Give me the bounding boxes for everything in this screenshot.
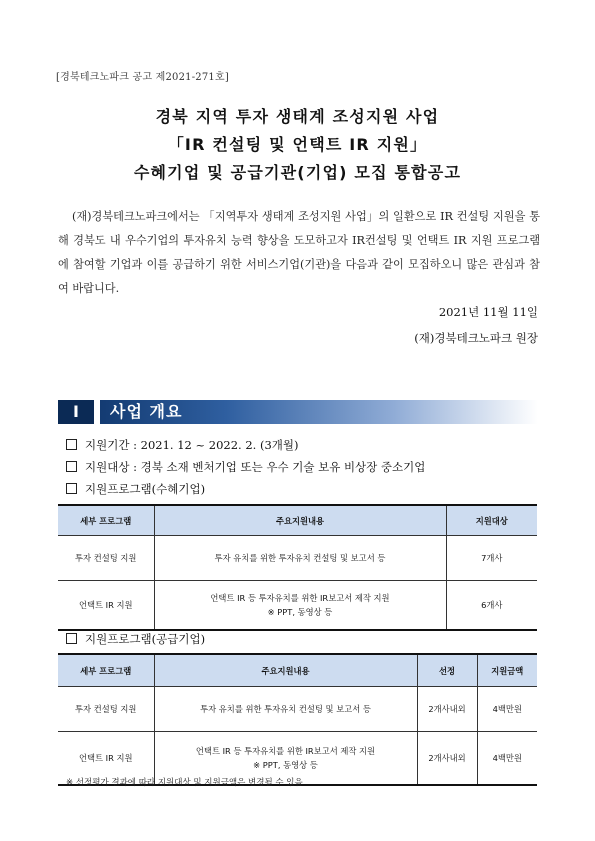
target-cell: 6개사 [446,581,537,631]
table-row [58,687,537,732]
checkbox-square-icon [66,461,77,472]
content-line: 언택트 IR 등 투자유치를 위한 IR보고서 제작 지원 [195,746,376,756]
column-header: 선정 [417,654,477,687]
item-program-supplier [66,631,205,647]
supplier-program-table [58,653,537,786]
title-line-1: 경북 지역 투자 생태계 조성지원 사업 [155,107,440,126]
item-period-text: 지원기간 : 2021. 12 ~ 2022. 2. (3개월) [85,438,299,452]
checkbox-square-icon [66,483,77,494]
table-header-row [58,654,537,687]
content-cell [154,581,446,631]
column-header: 지원금액 [477,654,537,687]
footnote: ※ 선정평가 결과에 따라 지원대상 및 지원금액은 변경될 수 있음 [66,778,303,788]
beneficiary-program-table [58,504,537,631]
amount-cell: 4백만원 [477,732,537,786]
title-line-2: 「IR 컨설팅 및 언택트 IR 지원」 [167,135,428,154]
intro-paragraph: (재)경북테크노파크에서는 「지역투자 생태계 조성지원 사업」의 일환으로 IR 컨설팅 지원을 통해 경북도 내 우수기업의 투자유치 능력 향상을 도모하고자 IR컨설팅 및 언택트 IR 지원 프로그램에 참여할 기업과 이를 공급하기 위한 서비스기업(기관)을 다음과 같이 모집하오니 많은 관심과 참여 바랍니다. [58,210,540,295]
item-program-beneficiary [66,481,205,497]
notice-number: [경북테크노파크 공고 제2021-271호] [56,72,229,83]
content-line: 투자 유치를 위한 투자유치 컨설팅 및 보고서 등 [214,553,386,563]
program-cell: 언택트 IR 지원 [58,732,154,786]
column-header: 세부 프로그램 [58,505,154,536]
notice-date: 2021년 11월 11일 [438,305,538,319]
column-header: 주요지원내용 [154,654,417,687]
item-period [66,437,299,453]
checkbox-square-icon [66,439,77,450]
program-cell: 언택트 IR 지원 [58,581,154,631]
content-cell [154,687,417,732]
title-line-3: 수혜기업 및 공급기관(기업) 모집 통합공고 [133,163,462,182]
program-cell: 투자 컨설팅 지원 [58,687,154,732]
section-header [58,400,538,424]
table-row [58,581,537,631]
target-cell: 7개사 [446,536,537,581]
item-target-text: 지원대상 : 경북 소재 벤처기업 또는 우수 기술 보유 비상장 중소기업 [85,460,426,474]
checkbox-square-icon [66,633,77,644]
signer: (재)경북테크노파크 원장 [414,331,538,345]
content-cell [154,536,446,581]
content-note: ※ PPT, 동영상 등 [267,607,333,617]
program-cell: 투자 컨설팅 지원 [58,536,154,581]
selection-cell: 2개사내외 [417,732,477,786]
table-header-row [58,505,537,536]
section-divider [94,400,100,424]
amount-cell: 4백만원 [477,687,537,732]
content-line: 투자 유치를 위한 투자유치 컨설팅 및 보고서 등 [200,704,371,714]
section-number: Ⅰ [58,400,94,424]
selection-cell: 2개사내외 [417,687,477,732]
item-program-beneficiary-text: 지원프로그램(수혜기업) [85,482,206,496]
column-header: 지원대상 [446,505,537,536]
item-program-supplier-text: 지원프로그램(공급기업) [85,632,206,646]
column-header: 주요지원내용 [154,505,446,536]
content-note: ※ PPT, 동영상 등 [253,760,318,770]
column-header: 세부 프로그램 [58,654,154,687]
table-row [58,536,537,581]
item-target [66,459,425,475]
content-line: 언택트 IR 등 투자유치를 위한 IR보고서 제작 지원 [210,593,390,603]
section-title: 사업 개요 [110,402,183,421]
